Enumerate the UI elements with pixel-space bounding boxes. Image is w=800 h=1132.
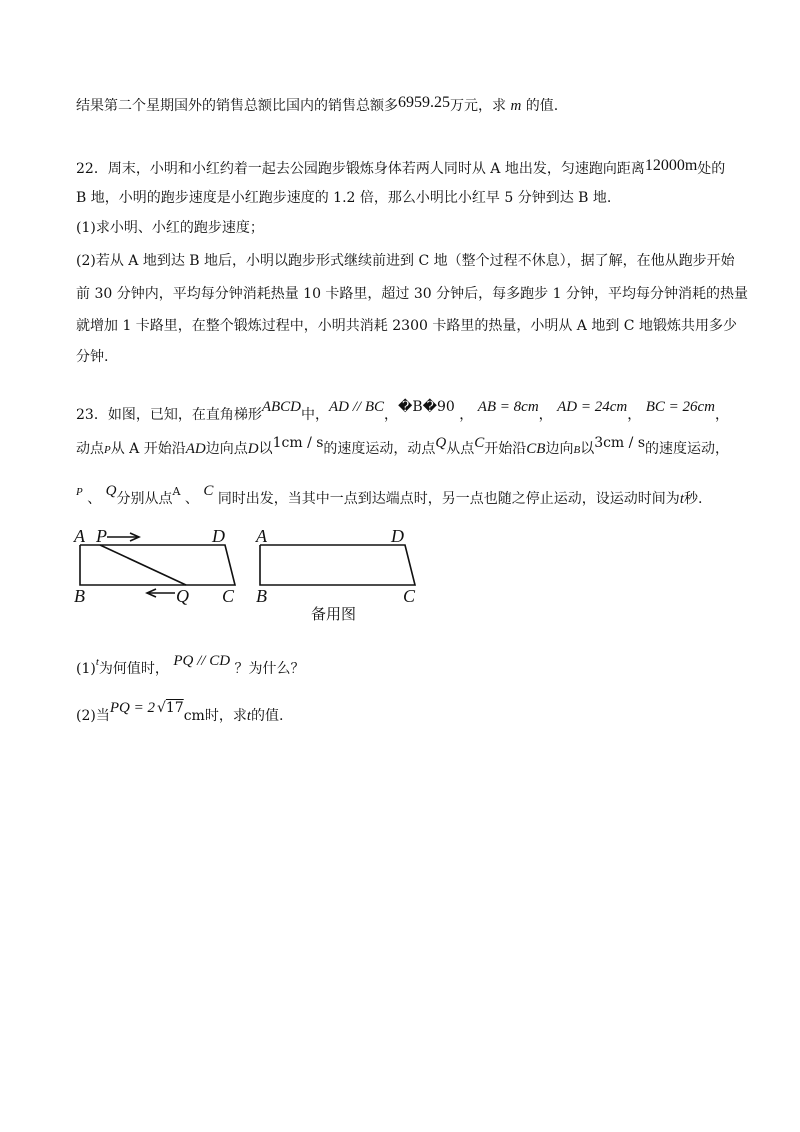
- formula: BC = 26cm: [645, 399, 715, 415]
- text: 以: [258, 441, 273, 457]
- variable: t: [679, 491, 684, 507]
- text: 动点: [76, 441, 104, 457]
- text: 的速度运动，: [645, 441, 730, 457]
- trapezoid-outline: [80, 545, 235, 585]
- formula: �B�90: [398, 399, 455, 415]
- formula: PQ // CD: [173, 653, 231, 669]
- spare-label-a: A: [256, 526, 267, 546]
- text: 秒.: [683, 491, 703, 507]
- text: 开始沿: [484, 441, 527, 457]
- variable: P: [76, 486, 83, 498]
- text: (1): [76, 661, 96, 677]
- variable: P: [104, 444, 111, 456]
- figure-caption: 备用图: [311, 605, 357, 623]
- text: 同时出发，当其中一点到达端点时，另一点也随之停止运动，设运动时间为: [217, 491, 680, 507]
- text: 为何值时，: [98, 661, 169, 677]
- q23-sub-2: [76, 700, 284, 725]
- variable: D: [247, 441, 259, 457]
- text: 从点: [446, 441, 475, 457]
- text: 的值.: [251, 708, 284, 724]
- formula: 3cm / s: [594, 435, 646, 451]
- text: 结果第二个星期国外的销售总额比国内的销售总额多: [76, 98, 398, 114]
- formula: PQ = 2: [109, 700, 155, 716]
- variable: CB: [526, 441, 546, 457]
- text: 处的: [697, 161, 726, 177]
- formula: AB = 8cm: [477, 399, 539, 415]
- variable: Q: [435, 435, 447, 451]
- text: 中，: [301, 407, 329, 423]
- q22-line-5: 前 30 分钟内，平均每分钟消耗热量 10 卡路里，超过 30 分钟后，每多跑步 1 分钟，平均每分钟消耗的热量: [76, 286, 748, 302]
- spare-label-c: C: [403, 586, 416, 606]
- text: 23．如图，已知，在直角梯形: [76, 407, 262, 423]
- text: (2)当: [76, 708, 110, 724]
- formula: 1cm / s: [272, 435, 324, 451]
- text: ，: [627, 407, 642, 423]
- text: ，: [714, 407, 729, 423]
- text: ，: [538, 407, 553, 423]
- variable: t: [95, 656, 99, 668]
- q22-line-6: 就增加 1 卡路里，在整个锻炼过程中，小明共消耗 2300 卡路里的热量，小明从 A 地到 C 地锻炼共用多少: [76, 318, 737, 334]
- label-c: C: [222, 586, 235, 606]
- text: 时，求: [204, 708, 247, 724]
- q22-line-2: B 地，小明的跑步速度是小红跑步速度的 1.2 倍，那么小明比小红早 5 分钟到达 B 地.: [76, 190, 612, 206]
- unit: cm: [183, 708, 205, 724]
- sqrt-radicand: 17: [165, 700, 184, 716]
- sqrt-sign: √17: [156, 700, 184, 716]
- trapezoid-spare-outline: [260, 545, 415, 585]
- q23-sub-1: [76, 653, 305, 679]
- text: 的值.: [525, 98, 559, 114]
- text: 的速度运动，动点: [323, 441, 436, 457]
- text: 边向点: [205, 441, 248, 457]
- spare-label-d: D: [391, 526, 404, 546]
- variable: t: [246, 708, 252, 724]
- formula: AD // BC: [329, 399, 384, 415]
- label-a: A: [74, 526, 85, 546]
- q22-line-3: (1)求小明、小红的跑步速度；: [76, 220, 264, 236]
- text: ，: [459, 407, 474, 423]
- spare-label-b: B: [256, 586, 267, 606]
- label-d: D: [212, 526, 225, 546]
- text: 22．周末，小明和小红约着一起去公园跑步锻炼身体若两人同时从 A 地出发，匀速跑向距离: [76, 161, 645, 177]
- label-q: Q: [176, 586, 189, 606]
- text: 从 A 开始沿: [110, 441, 186, 457]
- text: ？为什么？: [234, 661, 305, 677]
- text: 、: [184, 491, 199, 507]
- variable-m: m: [510, 98, 522, 114]
- text: 分别从点: [116, 491, 173, 507]
- variable: Q: [105, 483, 117, 499]
- text: ，: [384, 407, 398, 423]
- label-p: P: [96, 526, 107, 546]
- text: 边向: [545, 441, 574, 457]
- number: 6959.25: [398, 94, 450, 111]
- segment-pq: [100, 545, 186, 585]
- q22-line-7: 分钟.: [76, 349, 109, 365]
- label-b: B: [74, 586, 85, 606]
- trapezoid-name: ABCD: [261, 399, 301, 415]
- distance: 12000m: [644, 157, 698, 174]
- variable: AD: [185, 441, 206, 457]
- formula: AD = 24cm: [557, 399, 628, 415]
- q22-line-4: (2)若从 A 地到达 B 地后，小明以跑步形式继续前进到 C 地（整个过程不休息），据了解，在他从跑步开始: [76, 253, 735, 269]
- variable: B: [573, 444, 581, 456]
- variable: A: [172, 485, 181, 498]
- text: 、: [87, 491, 102, 507]
- text: 以: [580, 441, 595, 457]
- variable: C: [203, 483, 214, 499]
- variable: C: [474, 435, 485, 451]
- text: 万元，求: [450, 98, 506, 114]
